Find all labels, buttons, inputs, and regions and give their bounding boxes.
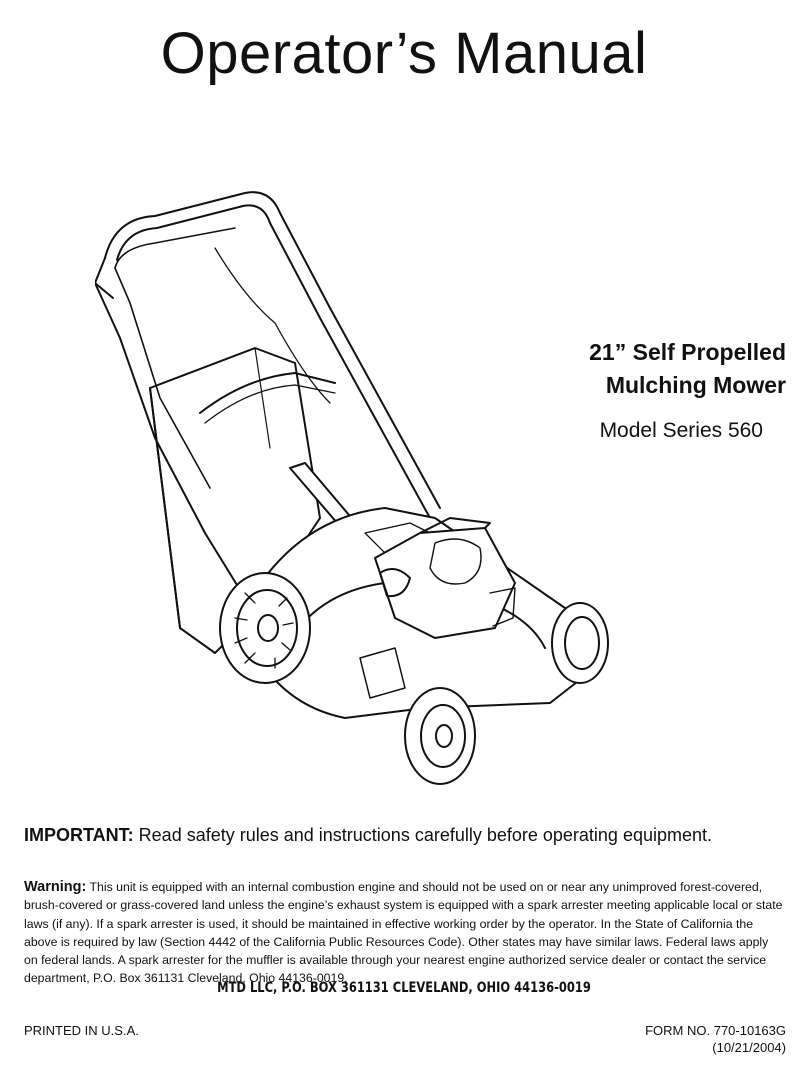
warning-label: Warning: [24, 879, 87, 895]
important-label: IMPORTANT: [24, 825, 134, 845]
product-name [486, 336, 786, 402]
important-text: Read safety rules and instructions carefully before operating equipment. [138, 825, 712, 845]
important-notice [24, 825, 794, 846]
page-title: Operator’s Manual [160, 21, 648, 86]
form-info [645, 1022, 786, 1056]
company-address: MTD LLC, P.O. BOX 361131 CLEVELAND, OHIO 44136-0019 [217, 980, 591, 996]
product-name-line-1: 21” Self Propelled [589, 339, 786, 365]
warning-notice [24, 878, 784, 988]
form-number: FORM NO. 770-10163G [645, 1023, 786, 1038]
model-series: Model Series 560 [599, 419, 763, 442]
lawn-mower-illustration [95, 188, 625, 798]
form-date: (10/21/2004) [712, 1040, 786, 1055]
printed-in: PRINTED IN U.S.A. [24, 1023, 139, 1038]
product-name-line-2: Mulching Mower [605, 372, 786, 398]
warning-text: This unit is equipped with an internal combustion engine and should not be used on or near any unimproved forest-covered, brush-covered or grass-covered land unless the engine’s exhaust system is equipped with a spark arrester meeting applicable local or state laws (if any). If a spark arrester is used, it should be maintained in effective working order by the operator. In the State of California the above is required by law (Section 4442 of the California Public Resources Code). Other states may have similar laws. Federal laws apply on federal lands. A spark arrester for the muffler is available through your nearest engine authorized service dealer or contact the service department, P.O. Box 361131 Cleveland, Ohio 44136-0019. [24, 880, 783, 986]
